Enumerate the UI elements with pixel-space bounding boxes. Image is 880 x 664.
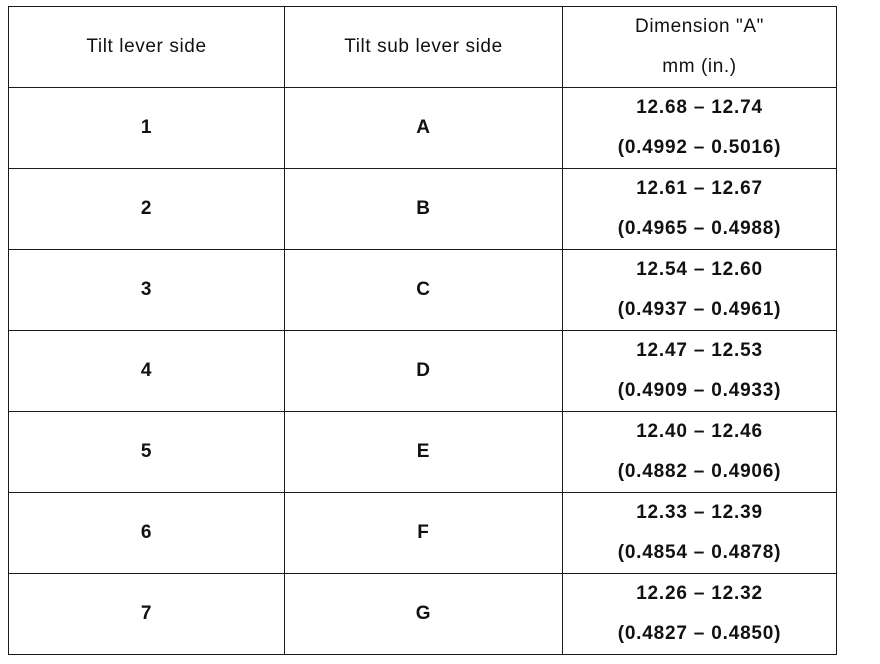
tilt-sub-lever-cell [285, 88, 563, 169]
table-row [9, 331, 837, 412]
dimension-mm: 12.40 – 12.46 [636, 421, 763, 442]
dimension-cell [563, 574, 837, 655]
tilt-lever-cell [9, 331, 285, 412]
header-dimension-a-unit: mm (in.) [662, 56, 737, 77]
header-dimension-a-title: Dimension "A" [635, 16, 764, 37]
tilt-sub-lever-value: A [416, 117, 431, 138]
tilt-sub-lever-value: G [415, 603, 432, 624]
dimension-cell [563, 493, 837, 574]
header-tilt-lever-side [9, 7, 285, 88]
table-row [9, 412, 837, 493]
dimension-mm: 12.47 – 12.53 [636, 340, 763, 361]
tilt-lever-value: 4 [140, 360, 153, 381]
table-row [9, 493, 837, 574]
tilt-lever-value: 1 [140, 117, 153, 138]
tilt-lever-value: 5 [140, 441, 153, 462]
tilt-lever-value: 6 [140, 522, 153, 543]
tilt-sub-lever-cell [285, 574, 563, 655]
dimension-in: (0.4854 – 0.4878) [617, 542, 782, 563]
tilt-sub-lever-cell [285, 412, 563, 493]
tilt-lever-value: 3 [140, 279, 153, 300]
header-tilt-sub-lever-side-label: Tilt sub lever side [344, 36, 503, 57]
header-tilt-lever-side-label: Tilt lever side [86, 36, 207, 57]
dimension-mm: 12.33 – 12.39 [636, 502, 763, 523]
dimension-in: (0.4937 – 0.4961) [617, 299, 782, 320]
dimension-spec-table [8, 6, 837, 655]
tilt-sub-lever-value: D [416, 360, 431, 381]
tilt-sub-lever-cell [285, 169, 563, 250]
header-tilt-sub-lever-side [285, 7, 563, 88]
tilt-sub-lever-cell [285, 250, 563, 331]
dimension-mm: 12.54 – 12.60 [636, 259, 763, 280]
dimension-cell [563, 331, 837, 412]
dimension-mm: 12.68 – 12.74 [636, 97, 763, 118]
table-row [9, 88, 837, 169]
table-row [9, 574, 837, 655]
header-dimension-a [563, 7, 837, 88]
tilt-lever-cell [9, 574, 285, 655]
tilt-lever-cell [9, 88, 285, 169]
tilt-lever-cell [9, 493, 285, 574]
dimension-cell [563, 412, 837, 493]
dimension-cell [563, 250, 837, 331]
header-row [9, 7, 837, 88]
dimension-in: (0.4965 – 0.4988) [617, 218, 782, 239]
dimension-cell [563, 88, 837, 169]
tilt-sub-lever-cell [285, 331, 563, 412]
dimension-in: (0.4992 – 0.5016) [617, 137, 782, 158]
dimension-mm: 12.61 – 12.67 [636, 178, 763, 199]
dimension-in: (0.4909 – 0.4933) [617, 380, 782, 401]
tilt-sub-lever-value: E [416, 441, 431, 462]
tilt-lever-value: 2 [140, 198, 153, 219]
dimension-mm: 12.26 – 12.32 [636, 583, 763, 604]
tilt-sub-lever-value: C [416, 279, 431, 300]
tilt-lever-value: 7 [140, 603, 153, 624]
table-row [9, 250, 837, 331]
tilt-lever-cell [9, 169, 285, 250]
tilt-sub-lever-cell [285, 493, 563, 574]
dimension-in: (0.4827 – 0.4850) [617, 623, 782, 644]
tilt-lever-cell [9, 250, 285, 331]
dimension-in: (0.4882 – 0.4906) [617, 461, 782, 482]
dimension-cell [563, 169, 837, 250]
table-row [9, 169, 837, 250]
tilt-sub-lever-value: B [416, 198, 431, 219]
tilt-lever-cell [9, 412, 285, 493]
tilt-sub-lever-value: F [417, 522, 430, 543]
